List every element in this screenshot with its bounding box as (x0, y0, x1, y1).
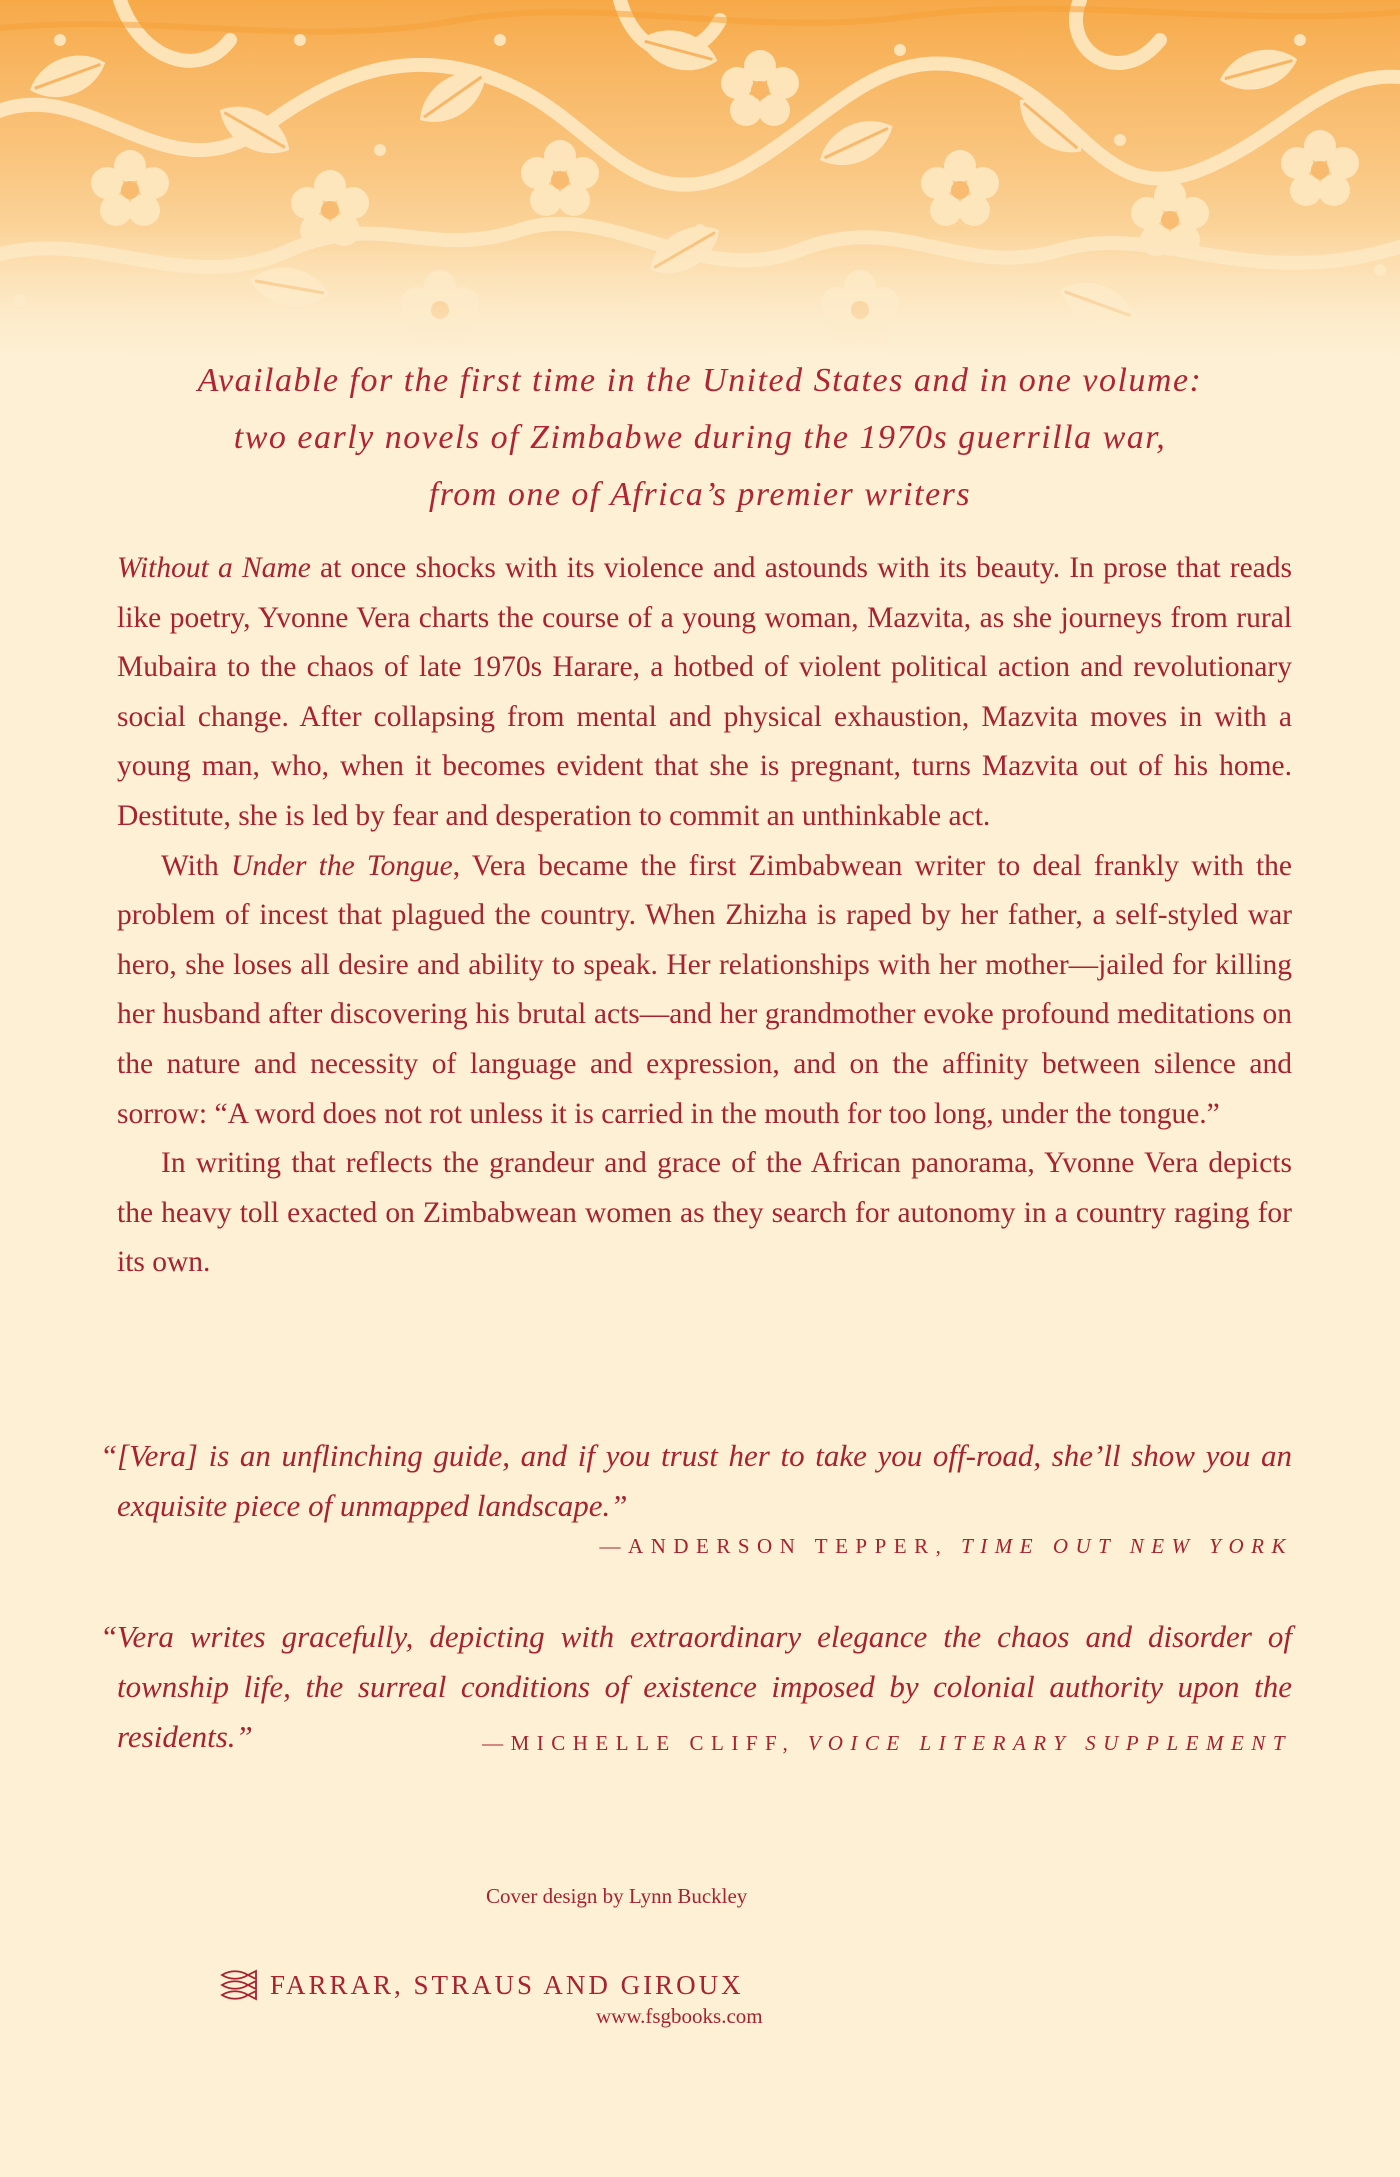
quote-1-author: —ANDERSON TEPPER, (599, 1534, 962, 1558)
quote-2-author: —MICHELLE CLIFF, (482, 1731, 808, 1755)
quote-1-text: [Vera] is an unflinching guide, and if you trust her to take you off-road, she’ll show you an exquisite piece of unmapped landscape.” (117, 1438, 1292, 1523)
floral-pattern-graphic (0, 0, 1400, 380)
publisher-url: www.fsgbooks.com (596, 2004, 763, 2028)
quote-1-open-mark: “ (100, 1438, 118, 1473)
fsg-fish-logo-icon (218, 1968, 260, 2002)
description-paragraph-2 (117, 842, 1292, 1140)
quote-2-open-mark: “ (100, 1619, 118, 1654)
book-title-under-the-tongue: Under the Tongue (231, 849, 453, 882)
cover-design-credit: Cover design by Lynn Buckley (486, 1884, 748, 1908)
quote-2-attribution (482, 1718, 1292, 1768)
quote-2-text: Vera writes gracefully, depicting with extraordinary elegance the chaos and disorder of township life, the surreal conditions of existence imposed by colonial authority upon the residents.” (117, 1619, 1292, 1754)
review-quote-1 (100, 1431, 1292, 1531)
description-paragraph-3: In writing that reflects the grandeur and grace of the African panorama, Yvonne Vera depicts the heavy toll exacted on Zimbabwean women as they search for autonomy in a country raging for its own. (117, 1147, 1292, 1279)
book-description (117, 544, 1292, 1288)
publisher-name: FARRAR, STRAUS AND GIROUX (270, 1969, 744, 2000)
tagline-line-1: Available for the first time in the United States and in one volume: (197, 362, 1203, 399)
tagline-line-3: from one of Africa’s premier writers (428, 476, 972, 513)
tagline-line-2: two early novels of Zimbabwe during the 1970s guerrilla war, (233, 419, 1167, 456)
quote-1-source: TIME OUT NEW YORK (961, 1534, 1293, 1558)
description-paragraph-1 (117, 544, 1292, 842)
book-title-without-a-name: Without a Name (117, 552, 311, 584)
decorative-floral-banner (0, 0, 1400, 380)
paragraph-2-text: , Vera became the first Zimbabwean writer to deal frankly with the problem of incest that plagued the country. When Zhizha is raped by her father, a self-styled war hero, she loses all desire and ability to speak. Her relationships with her mother—jailed for killing her husband after discovering his brutal acts—and her grandmother evoke profound meditations on the nature and necessity of language and expression, and on the affinity between silence and sorrow: “A word does not rot unless it is carried in the mouth for too long, under the tongue.” (117, 849, 1293, 1130)
quote-2-source: VOICE LITERARY SUPPLEMENT (808, 1731, 1292, 1755)
paragraph-1-text: at once shocks with its violence and astounds with its beauty. In prose that reads like poetry, Yvonne Vera charts the course of a young woman, Mazvita, as she journeys from rural Mubaira to the chaos of late 1970s Harare, a hotbed of violent political action and revolutionary social change. After collapsing from mental and physical exhaustion, Mazvita moves in with a young man, who, when it becomes evident that she is pregnant, turns Mazvita out of his home. Destitute, she is led by fear and desperation to commit an unthinkable act. (117, 552, 1292, 832)
review-quote-2 (100, 1612, 1292, 1768)
paragraph-2-lead: With (161, 849, 232, 882)
tagline (100, 352, 1300, 523)
publisher-imprint (218, 1965, 744, 2005)
quote-1-attribution (600, 1534, 1293, 1559)
